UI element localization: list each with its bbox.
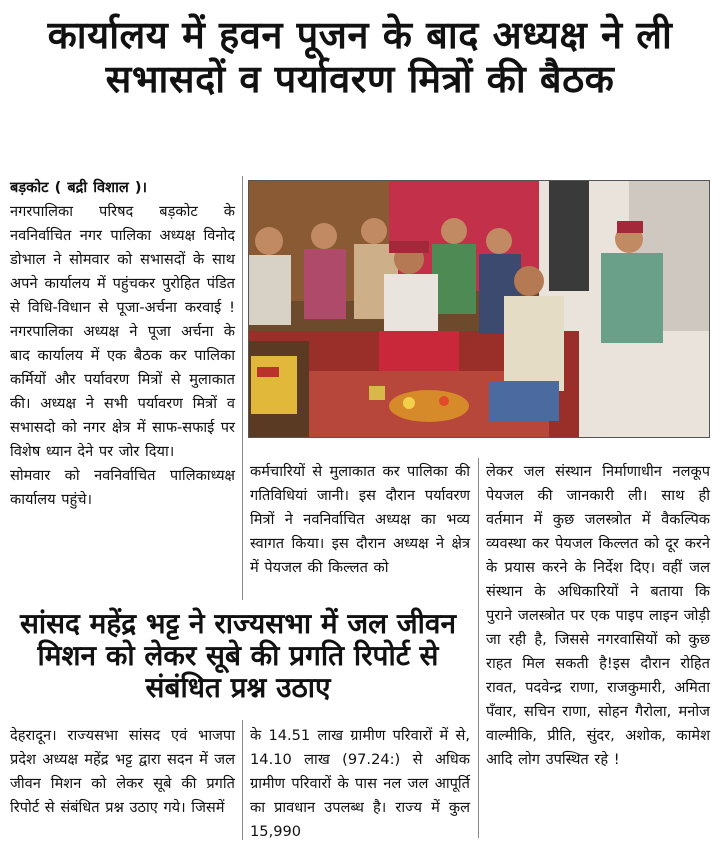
story1-paragraph-2: सोमवार को नवनिर्वाचित पालिकाध्यक्ष कार्यालय पहुंचे। — [10, 467, 235, 508]
story1-column-1 — [10, 176, 235, 512]
main-headline: कार्यालय में हवन पूजन के बाद अध्यक्ष ने ली सभासदों व पर्यावरण मित्रों की बैठक — [47, 13, 673, 101]
column-divider — [242, 176, 243, 600]
story1-column-2-text: कर्मचारियों से मुलाकात कर पालिका की गतिविधियां जानी। इस दौरान पर्यावरण मित्रों ने नवनिर्वाचित अध्यक्ष का भव्य स्वागत किया। इस दौरान अध्यक्ष ने क्षेत्र में पेयजल की किल्लत को — [250, 463, 470, 576]
story1-column-2 — [250, 460, 470, 580]
dateline: बड़कोट ( बद्री विशाल )। — [10, 179, 148, 196]
story2-column-2-text: के 14.51 लाख ग्रामीण परिवारों में से, 14.10 लाख (97.24:) से अधिक ग्रामीण परिवारों के पास नल जल आपूर्ति का प्रावधान उपलब्ध है। राज्य में कुल 15,990 — [250, 727, 470, 840]
news-photo — [248, 180, 710, 438]
column-divider — [242, 720, 243, 840]
story2-column-2 — [250, 724, 470, 844]
story2-column-1 — [10, 724, 235, 820]
story1-column-3-text: लेकर जल संस्थान निर्माणाधीन नलकूप पेयजल की जानकारी ली। साथ ही वर्तमान में कुछ जलस्त्रोत में वैकल्पिक व्यवस्था कर पेयजल किल्लत को दूर करने के प्रयास करने के निर्देश दिए। वहीं जल संस्थान के अधिकारियों ने बताया कि पुराने जलस्त्रोत पर एक पाइप लाइन जोड़ी जा रही है, जिससे नगरवासियों को कुछ राहत मिल सकती है!इस दौरान रोहित रावत, पदवेन्द्र राणा, राजकुमारी, अमिता पँवार, सचिन राणा, सोहन गैरोला, मनोज वाल्मीकि, प्रीति, सुंदर, अशोक, कामेश आदि लोग उपस्थित रहे ! — [486, 463, 710, 768]
story1-paragraph-1: नगरपालिका परिषद बड़कोट के नवनिर्वाचित नगर पालिका अध्यक्ष विनोद डोभाल ने सोमवार को सभासदों के साथ अपने कार्यालय में पहुंचकर पुरोहित पंडित से विधि-विधान से पूजा-अर्चना करवाई !नगरपालिका अध्यक्ष ने पूजा अर्चना के बाद कार्यालय में एक बैठक कर पालिका कर्मियों और पर्यावरण मित्रों से मुलाकात की। अध्यक्ष ने सभी पर्यावरण मित्रों व सभासदो को नगर क्षेत्र में साफ-सफाई पर विशेष ध्यान देने पर जोर दिया। — [10, 203, 235, 460]
story2-column-1-text: देहरादून। राज्यसभा सांसद एवं भाजपा प्रदेश अध्यक्ष महेंद्र भट्ट द्वारा सदन में जल जीवन मिशन को लेकर सूबे की प्रगति रिपोर्ट से संबंधित प्रश्न उठाए गये। जिसमें — [10, 727, 235, 816]
column-divider — [478, 458, 479, 838]
second-headline: सांसद महेंद्र भट्ट ने राज्यसभा में जल जीवन मिशन को लेकर सूबे की प्रगति रिपोर्ट से संबंधित प्रश्न उठाए — [19, 607, 457, 705]
story1-column-3 — [486, 460, 710, 772]
